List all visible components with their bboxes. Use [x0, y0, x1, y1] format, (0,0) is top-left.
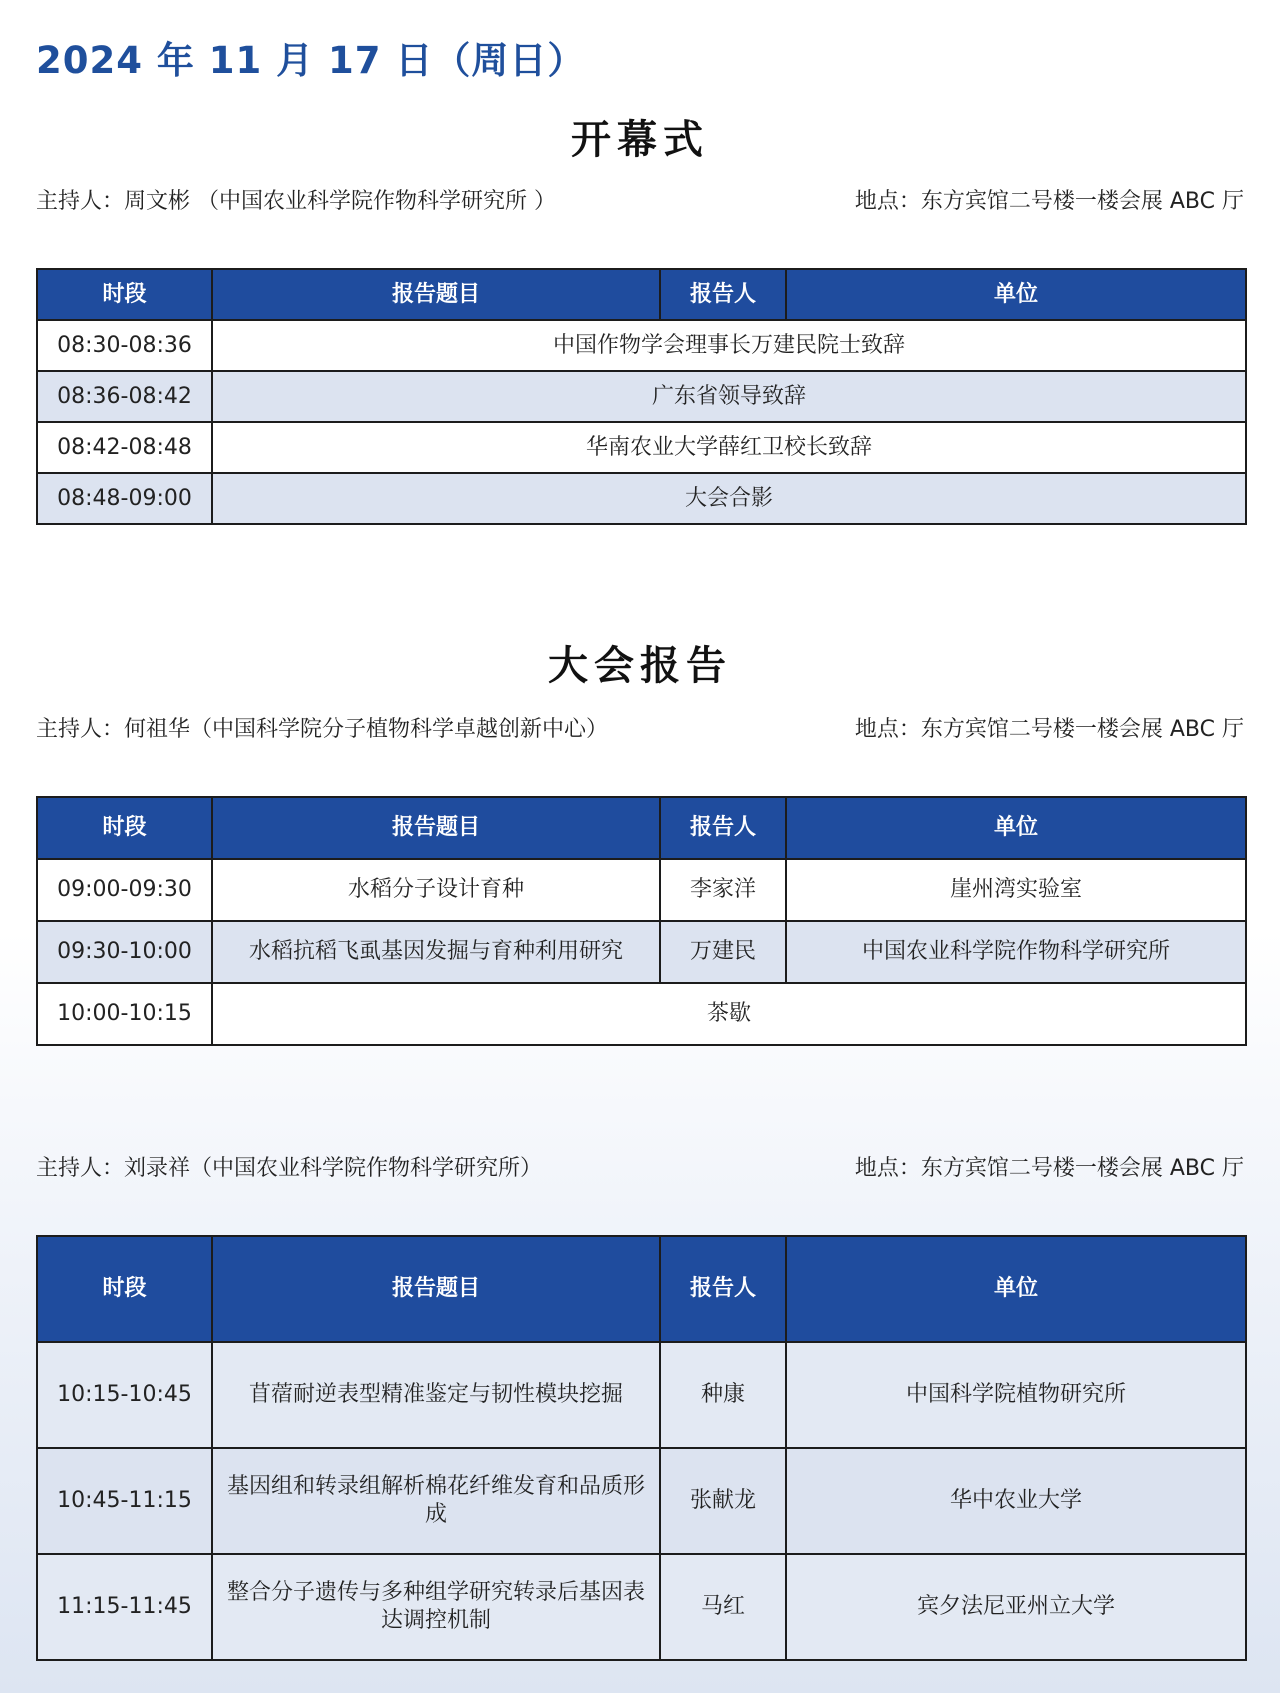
break-cell: 茶歇	[212, 983, 1246, 1045]
topic-cell: 水稻分子设计育种	[212, 859, 660, 921]
opening-meta	[36, 184, 1244, 215]
header-time: 时段	[37, 269, 212, 320]
table-row	[37, 1342, 1246, 1448]
unit-cell: 宾夕法尼亚州立大学	[786, 1554, 1246, 1660]
opening-table	[36, 268, 1247, 525]
table-row	[37, 859, 1246, 921]
session2-host: 主持人：刘录祥（中国农业科学院作物科学研究所）	[36, 1156, 543, 1181]
table-row	[37, 320, 1246, 371]
time-cell: 09:00-09:30	[37, 859, 212, 921]
header-speaker: 报告人	[660, 1236, 786, 1342]
header-unit: 单位	[786, 1236, 1246, 1342]
header-time: 时段	[37, 1236, 212, 1342]
table-row	[37, 1448, 1246, 1554]
plenary-title: 大会报告	[548, 643, 732, 689]
time-cell: 09:30-10:00	[37, 921, 212, 983]
time-cell: 10:15-10:45	[37, 1342, 212, 1448]
topic-cell: 水稻抗稻飞虱基因发掘与育种利用研究	[212, 921, 660, 983]
plenary-meta	[36, 712, 1244, 743]
plenary-host: 主持人：何祖华（中国科学院分子植物科学卓越创新中心）	[36, 717, 609, 742]
time-cell: 08:42-08:48	[37, 422, 212, 473]
table-header-row	[37, 1236, 1246, 1342]
header-unit: 单位	[786, 269, 1246, 320]
time-cell: 08:48-09:00	[37, 473, 212, 524]
header-topic: 报告题目	[212, 1236, 660, 1342]
topic-cell: 苜蓿耐逆表型精准鉴定与韧性模块挖掘	[212, 1342, 660, 1448]
header-unit: 单位	[786, 797, 1246, 859]
session2-meta	[36, 1151, 1244, 1182]
session2-table	[36, 1235, 1247, 1661]
speaker-cell: 万建民	[660, 921, 786, 983]
item-cell: 中国作物学会理事长万建民院士致辞	[212, 320, 1246, 371]
item-cell: 华南农业大学薛红卫校长致辞	[212, 422, 1246, 473]
header-topic: 报告题目	[212, 269, 660, 320]
topic-cell: 整合分子遗传与多种组学研究转录后基因表达调控机制	[212, 1554, 660, 1660]
table-row	[37, 1554, 1246, 1660]
speaker-cell: 李家洋	[660, 859, 786, 921]
header-speaker: 报告人	[660, 269, 786, 320]
table-header-row	[37, 269, 1246, 320]
unit-cell: 华中农业大学	[786, 1448, 1246, 1554]
opening-venue: 地点：东方宾馆二号楼一楼会展 ABC 厅	[854, 189, 1244, 214]
item-cell: 大会合影	[212, 473, 1246, 524]
unit-cell: 中国农业科学院作物科学研究所	[786, 921, 1246, 983]
table-row	[37, 422, 1246, 473]
opening-host: 主持人：周文彬 （中国农业科学院作物科学研究所 ）	[36, 189, 556, 214]
time-cell: 11:15-11:45	[37, 1554, 212, 1660]
time-cell: 10:00-10:15	[37, 983, 212, 1045]
table-row	[37, 983, 1246, 1045]
table-header-row	[37, 797, 1246, 859]
header-time: 时段	[37, 797, 212, 859]
table-row	[37, 371, 1246, 422]
header-speaker: 报告人	[660, 797, 786, 859]
opening-title: 开幕式	[571, 117, 709, 163]
speaker-cell: 张献龙	[660, 1448, 786, 1554]
table-row	[37, 921, 1246, 983]
unit-cell: 中国科学院植物研究所	[786, 1342, 1246, 1448]
header-topic: 报告题目	[212, 797, 660, 859]
table-row	[37, 473, 1246, 524]
speaker-cell: 种康	[660, 1342, 786, 1448]
session2-venue: 地点：东方宾馆二号楼一楼会展 ABC 厅	[854, 1156, 1244, 1181]
item-cell: 广东省领导致辞	[212, 371, 1246, 422]
speaker-cell: 马红	[660, 1554, 786, 1660]
time-cell: 10:45-11:15	[37, 1448, 212, 1554]
time-cell: 08:30-08:36	[37, 320, 212, 371]
plenary-venue: 地点：东方宾馆二号楼一楼会展 ABC 厅	[854, 717, 1244, 742]
page-date: 2024 年 11 月 17 日（周日）	[36, 39, 586, 82]
topic-cell: 基因组和转录组解析棉花纤维发育和品质形成	[212, 1448, 660, 1554]
time-cell: 08:36-08:42	[37, 371, 212, 422]
unit-cell: 崖州湾实验室	[786, 859, 1246, 921]
plenary-table	[36, 796, 1247, 1046]
